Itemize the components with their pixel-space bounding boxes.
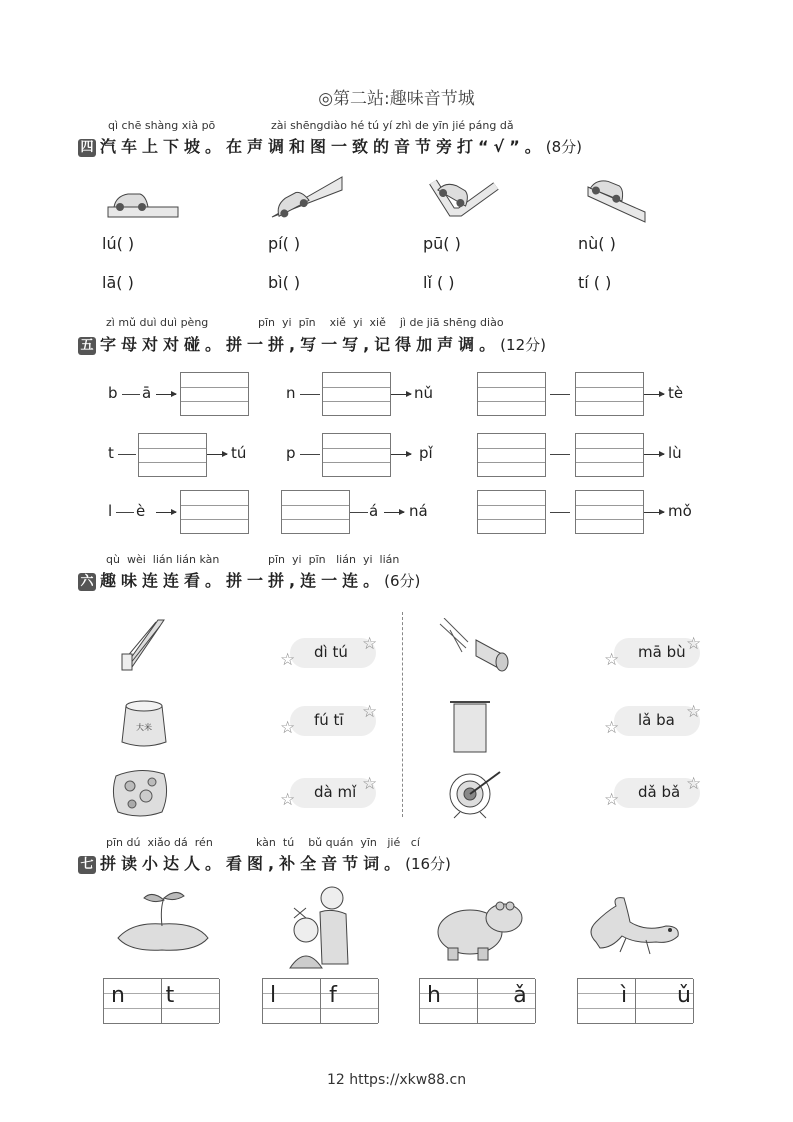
car-downhill-icon xyxy=(588,176,645,222)
car-flat-icon xyxy=(108,194,178,217)
grid-letter: f xyxy=(329,983,337,1008)
word-la-ba: lǎ ba xyxy=(638,711,675,729)
s4-pinyin-2: zài shēngdiào hé tú yí zhì de yīn jié páng dǎ xyxy=(271,119,514,132)
letter-n: n xyxy=(286,384,296,402)
s4-number: 四 xyxy=(78,139,96,157)
s6-pinyin-2: pīn yi pīn lián yi lián xyxy=(268,553,400,566)
grid-letter: h xyxy=(427,983,441,1008)
write-box[interactable] xyxy=(281,490,350,534)
syllable-na: ná xyxy=(409,502,428,520)
syllable-pi: pǐ xyxy=(419,444,433,462)
letter-e: è xyxy=(136,502,146,520)
letter-p: p xyxy=(286,444,296,462)
slope-pictures xyxy=(100,172,690,232)
s5-number: 五 xyxy=(78,337,96,355)
connector xyxy=(122,394,140,395)
s6-score: (6分) xyxy=(384,572,421,590)
arrow xyxy=(156,512,176,513)
star-icon: ☆ xyxy=(280,718,296,738)
pinyin-grid[interactable] xyxy=(419,978,535,1024)
s5-instruction: 字母对对碰。拼一拼,写一写,记得加声调。 xyxy=(100,335,501,354)
s7-number: 七 xyxy=(78,856,96,874)
write-box[interactable] xyxy=(322,433,391,477)
s6-pinyin-1: qù wèi lián lián kàn xyxy=(106,553,220,566)
arrow xyxy=(156,394,176,395)
grid-letter: t xyxy=(165,983,175,1008)
word-da-ba: dǎ bǎ xyxy=(638,783,681,801)
grid-letter: n xyxy=(111,983,125,1008)
s4-answer-nu[interactable]: nù( ) xyxy=(578,234,616,253)
haircut-icon xyxy=(286,884,356,970)
write-box[interactable] xyxy=(322,372,391,416)
s4-answer-bi[interactable]: bì( ) xyxy=(268,273,301,292)
star-icon: ☆ xyxy=(362,634,378,654)
pinyin-grid[interactable] xyxy=(103,978,219,1024)
grid-letter: l xyxy=(269,983,277,1008)
letter-a: ā xyxy=(142,384,152,402)
footer: 12 https://xkw88.cn xyxy=(326,1072,467,1088)
s4-answer-pi[interactable]: pí( ) xyxy=(268,234,301,253)
arrow xyxy=(384,512,404,513)
write-box[interactable] xyxy=(180,490,249,534)
connector xyxy=(300,394,320,395)
s7-instruction: 拼读小达人。看图,补全音节词。 xyxy=(100,854,406,873)
arrow xyxy=(391,394,411,395)
car-uphill-icon xyxy=(272,177,342,220)
write-box[interactable] xyxy=(180,372,249,416)
grid-letter: ǎ xyxy=(513,983,527,1008)
page-title: ◎第二站:趣味音节城 xyxy=(318,89,475,109)
write-box[interactable] xyxy=(477,433,546,477)
write-box[interactable] xyxy=(477,372,546,416)
target-icon xyxy=(444,766,504,820)
syllable-nu: nǔ xyxy=(414,384,434,402)
speaker-icon xyxy=(436,618,516,674)
s7-pinyin-2: kàn tú bǔ quán yīn jié cí xyxy=(256,836,420,849)
s4-answer-pu[interactable]: pū( ) xyxy=(423,234,461,253)
connector xyxy=(550,454,570,455)
word-di-tu: dì tú xyxy=(314,643,348,661)
star-icon: ☆ xyxy=(686,774,702,794)
s6-number: 六 xyxy=(78,573,96,591)
connector xyxy=(550,512,570,513)
star-icon: ☆ xyxy=(604,650,620,670)
word-ma-bu: mā bù xyxy=(638,643,686,661)
letter-l: l xyxy=(108,502,113,520)
s7-score: (16分) xyxy=(405,855,451,873)
star-icon: ☆ xyxy=(280,790,296,810)
hippo-icon xyxy=(430,892,526,962)
s4-instruction: 汽车上下坡。在声调和图一致的音节旁打“√”。 xyxy=(100,137,546,156)
car-valley-icon xyxy=(433,179,496,212)
arrow xyxy=(644,512,664,513)
write-box[interactable] xyxy=(575,490,644,534)
star-icon: ☆ xyxy=(604,718,620,738)
s4-heading xyxy=(78,134,582,157)
s7-pinyin-1: pīn dú xiǎo dá rén xyxy=(106,836,213,849)
connector xyxy=(116,512,134,513)
word-da-mi: dà mǐ xyxy=(314,783,357,801)
connector xyxy=(118,454,136,455)
pinyin-grid[interactable] xyxy=(577,978,693,1024)
bag-label: 大米 xyxy=(136,723,152,732)
s6-heading xyxy=(78,568,420,591)
star-icon: ☆ xyxy=(280,650,296,670)
s4-answer-li[interactable]: lǐ ( ) xyxy=(423,273,455,292)
s6-instruction: 趣味连连看。拼一拼,连一连。 xyxy=(100,571,385,590)
divider xyxy=(402,612,403,817)
rice-bag-icon xyxy=(116,694,172,750)
letter-a: á xyxy=(369,502,379,520)
star-icon: ☆ xyxy=(604,790,620,810)
s4-pinyin-1: qì chē shàng xià pō xyxy=(108,119,216,132)
syllable-mo: mǒ xyxy=(668,502,692,520)
syllable-tu: tú xyxy=(231,444,247,462)
arrow xyxy=(207,454,227,455)
star-icon: ☆ xyxy=(686,702,702,722)
syllable-te: tè xyxy=(668,384,684,402)
arrow xyxy=(644,454,664,455)
s5-pinyin-2: pīn yi pīn xiě yi xiě jì de jiā shēng diào xyxy=(258,316,504,329)
s7-heading xyxy=(78,851,451,874)
escalator-icon xyxy=(120,618,168,673)
letter-t: t xyxy=(108,444,114,462)
gecko-icon xyxy=(586,892,682,956)
s4-score: (8分) xyxy=(545,138,582,156)
connector xyxy=(300,454,320,455)
s5-score: (12分) xyxy=(500,336,546,354)
write-box[interactable] xyxy=(477,490,546,534)
write-box[interactable] xyxy=(138,433,207,477)
syllable-lu: lù xyxy=(668,444,682,462)
s4-answer-ti[interactable]: tí ( ) xyxy=(578,273,612,292)
star-icon: ☆ xyxy=(362,774,378,794)
grid-letter: ǔ xyxy=(677,983,691,1008)
write-box[interactable] xyxy=(575,433,644,477)
star-icon: ☆ xyxy=(362,702,378,722)
word-fu-ti: fú tī xyxy=(314,711,344,729)
star-icon: ☆ xyxy=(686,634,702,654)
letter-b: b xyxy=(108,384,118,402)
arrow xyxy=(391,454,411,455)
write-box[interactable] xyxy=(575,372,644,416)
s5-heading xyxy=(78,332,546,355)
pinyin-grid[interactable] xyxy=(262,978,378,1024)
arrow xyxy=(644,394,664,395)
s4-answer-lu[interactable]: lú( ) xyxy=(102,234,135,253)
mud-sprout-icon xyxy=(112,888,212,954)
map-icon xyxy=(110,766,170,820)
connector xyxy=(350,512,368,513)
towel-icon xyxy=(448,698,492,754)
s5-pinyin-1: zì mǔ duì duì pèng xyxy=(106,316,209,329)
grid-letter: ì xyxy=(620,983,628,1008)
s4-answer-la[interactable]: lā( ) xyxy=(102,273,134,292)
connector xyxy=(550,394,570,395)
